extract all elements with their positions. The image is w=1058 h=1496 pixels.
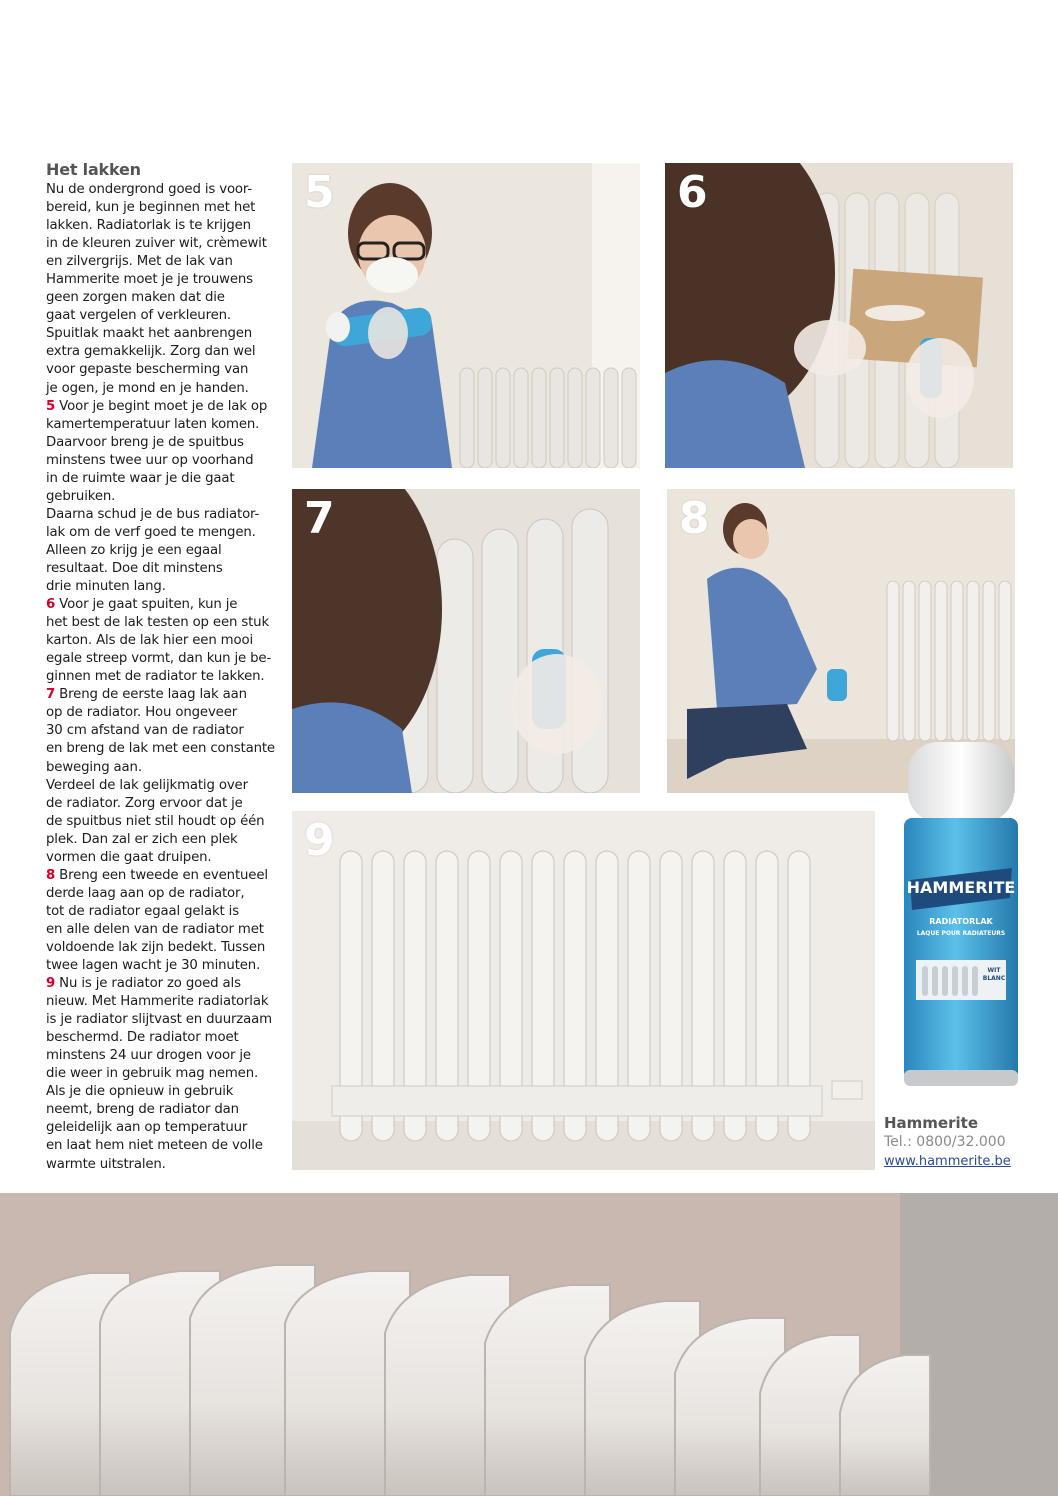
can-color2: BLANC [982,975,1006,982]
step-8 [46,867,278,975]
photo-number: 7 [304,493,335,544]
step-9 [46,975,278,1174]
step-number: 5 [46,398,56,414]
article-text [46,160,278,1174]
article-intro: Nu de ondergrond goed is voor- bereid, kun je beginnen met het lakken. Radiatorlak is te krijgen in de kleuren zuiver wit, crèmewit en zilvergrijs. Met de lak van Hammerite moet je je trouwens geen zorgen maken dat die gaat vergelen of verkleuren. Spuitlak maakt het aanbrengen extra gemakkelijk. Zorg dan wel voor gepaste bescherming van je ogen, je mond en je handen. [46,182,267,396]
hammerite-spray-can [902,740,1020,1090]
photo-7-illustration [292,489,640,793]
step-text: Breng de eerste laag lak aan op de radiator. Hou ongeveer 30 cm afstand van de radiator en breng de lak met een constante beweging aan. Verdeel de lak gelijkmatig over de radiator. Zorg ervoor dat je de spuitbus niet stil houdt op één plek. Dan zal er zich een plek vormen die gaat druipen. [46,687,275,865]
step-number: 7 [46,687,56,703]
company-website-link[interactable]: www.hammerite.be [884,1154,1011,1169]
photo-step-7 [292,489,640,793]
spray-can-illustration [902,740,1020,1090]
company-info [884,1114,1054,1171]
step-text: Voor je begint moet je de lak op kamertemperatuur laten komen. Daarvoor breng je de spuitbus minstens twee uur op voorhand in de ruimte waar je die gaat gebruiken. Daarna schud je de bus radiator- lak om de verf goed te mengen. Alleen zo krijg je een egaal resultaat. Doe dit minstens drie minuten lang. [46,398,268,595]
photo-step-9 [292,811,875,1170]
radiator-closeup-photo [0,1193,1058,1496]
photo-6-illustration [665,163,1013,468]
photo-number: 5 [304,167,335,218]
step-number: 9 [46,976,56,992]
step-6 [46,596,278,686]
photo-step-5 [292,163,640,468]
can-line1: RADIATORLAK [929,917,993,926]
photo-number: 9 [304,815,335,866]
step-number: 6 [46,597,56,613]
can-color1: WIT [987,967,1001,974]
photo-step-6 [665,163,1013,468]
article-heading: Het lakken [46,160,141,179]
step-7 [46,686,278,866]
can-line2: LAQUE POUR RADIATEURS [916,930,1006,937]
radiator-closeup-illustration [0,1193,1058,1496]
step-text: Breng een tweede en eventueel derde laag aan op de radiator, tot de radiator egaal gelakt is en alle delen van de radiator met voldoende lak zijn bedekt. Tussen twee lagen wacht je 30 minuten. [46,867,268,974]
step-number: 8 [46,867,56,883]
company-phone: Tel.: 0800/32.000 [884,1134,1006,1150]
step-text: Nu is je radiator zo goed als nieuw. Met Hammerite radiatorlak is je radiator slijtvast en duurzaam beschermd. De radiator moet minstens 24 uur drogen voor je die weer in gebruik mag nemen. Als je die opnieuw in gebruik neemt, breng de radiator dan geleidelijk aan op temperatuur en laat hem niet meteen de volle warmte uitstralen. [46,976,272,1172]
step-text: Voor je gaat spuiten, kun je het best de lak testen op een stuk karton. Als de lak hier een mooi egale streep vormt, dan kun je be- ginnen met de radiator te lakken. [46,597,272,685]
photo-number: 8 [679,493,710,544]
can-brand: HAMMERITE [906,878,1016,897]
photo-9-illustration [292,811,875,1170]
company-name: Hammerite [884,1114,978,1132]
photo-number: 6 [677,167,708,218]
step-5 [46,398,278,597]
photo-5-illustration [292,163,640,468]
